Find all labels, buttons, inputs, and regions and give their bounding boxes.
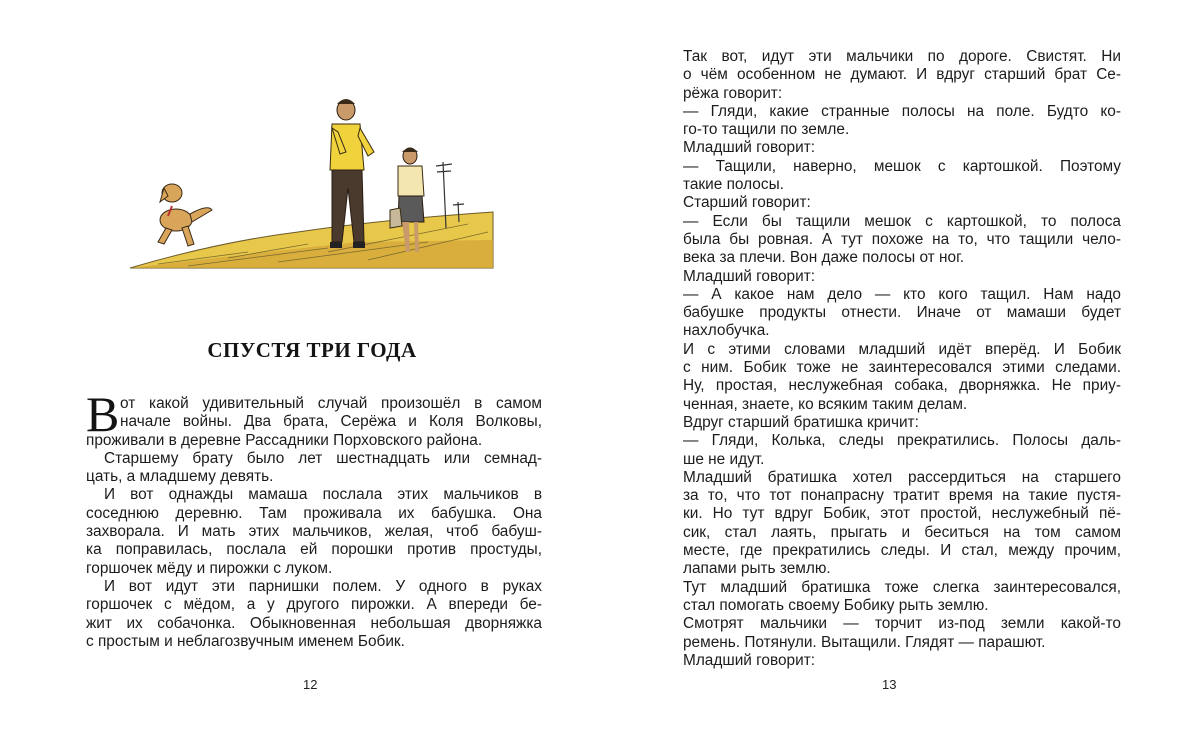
text-line: захворала. И мать этих мальчиков, желая, чтоб бабуш- bbox=[86, 523, 542, 541]
text-line: от какой удивительный случай произошёл в самом bbox=[120, 395, 542, 412]
text-line: с ним. Бобик тоже не заинтересовался этими следами. bbox=[683, 359, 1121, 377]
text-line: проживали в деревне Рассадники Порховского района. bbox=[86, 431, 483, 449]
text-line: — Гляди, Колька, следы прекратились. Полосы даль- bbox=[683, 432, 1121, 450]
text-line: И вот однажды мамаша послала этих мальчиков в bbox=[104, 486, 542, 504]
text-line: — А какое нам дело — кто кого тащил. Нам надо bbox=[683, 285, 1121, 303]
text-line: ки. Но тут вдруг Бобик, этот простой, неслужебный пё- bbox=[683, 505, 1121, 523]
text-line: стал помогать своему Бобику рыть землю. bbox=[683, 596, 989, 614]
text-line: Младший говорит: bbox=[683, 267, 816, 285]
text-line: века за плечи. Вон даже полосы от ног. bbox=[683, 249, 965, 267]
text-line: Младший говорит: bbox=[683, 139, 816, 157]
text-line: — Гляди, какие странные полосы на поле. Будто ко- bbox=[683, 102, 1121, 120]
right-page-text bbox=[683, 48, 1121, 670]
text-line: Старшему брату было лет шестнадцать или семнад- bbox=[104, 449, 542, 467]
text-line: горшочек с мёдом, а у другого пирожки. А впереди бе- bbox=[86, 596, 542, 614]
text-line: за то, что тот понапрасну тратит время на такие пустя- bbox=[683, 487, 1121, 505]
text-line: И с этими словами младший идёт вперёд. И Бобик bbox=[683, 340, 1121, 358]
page-number: 12 bbox=[303, 677, 318, 692]
text-line: Старший говорит: bbox=[683, 194, 811, 212]
text-line: начале войны. Два брата, Серёжа и Коля Волковы, bbox=[120, 413, 542, 431]
text-line: жит их собачонка. Обыкновенная небольшая дворняжка bbox=[86, 614, 542, 632]
text-line: с простым и неблагозвучным именем Бобик. bbox=[86, 632, 405, 650]
text-line: лапами рыть землю. bbox=[683, 560, 831, 578]
left-page-text bbox=[86, 386, 542, 651]
text-line: го-то тащили по земле. bbox=[683, 121, 850, 139]
dog bbox=[158, 184, 212, 246]
text-line: Так вот, идут эти мальчики по дороге. Свистят. Ни bbox=[683, 48, 1121, 65]
chapter-title: СПУСТЯ ТРИ ГОДА bbox=[207, 338, 417, 362]
text-line: Тут младший братишка тоже слегка заинтересовался, bbox=[683, 578, 1121, 596]
text-line: ченная, знаете, ко всяким таким делам. bbox=[683, 395, 968, 413]
text-line: горшочек мёду и пирожки с луком. bbox=[86, 559, 333, 577]
text-line: сик, стал лаять, прыгать и беситься на том самом bbox=[683, 523, 1121, 541]
text-line: о чём особенном не думают. И вдруг старший брат Се- bbox=[683, 66, 1121, 84]
text-line: бабушке продукты отнести. Иначе от мамаши будет bbox=[683, 304, 1121, 322]
illustration-boys-and-dog bbox=[128, 92, 498, 274]
text-line: Смотрят мальчики — торчит из-под земли какой-то bbox=[683, 615, 1121, 633]
drop-cap: В bbox=[86, 386, 120, 442]
page-number: 13 bbox=[882, 677, 897, 692]
text-line: ка поправилась, послала ей порошки против простуды, bbox=[86, 541, 542, 559]
text-line: Вдруг старший братишка кричит: bbox=[683, 413, 919, 431]
text-line: Ну, простая, неслужебная собака, дворняжка. Не приу- bbox=[683, 377, 1121, 395]
text-line: соседнюю деревню. Там проживала их бабушка. Она bbox=[86, 504, 542, 522]
text-line: такие полосы. bbox=[683, 176, 784, 194]
text-line: Младший говорит: bbox=[683, 651, 816, 669]
text-line: — Тащили, наверно, мешок с картошкой. Поэтому bbox=[683, 157, 1121, 175]
text-line: нахлобучка. bbox=[683, 322, 770, 340]
text-line: ремень. Потянули. Вытащили. Глядят — парашют. bbox=[683, 633, 1046, 651]
text-line: рёжа говорит: bbox=[683, 84, 783, 102]
text-line: — Если бы тащили мешок с картошкой, то полоса bbox=[683, 212, 1121, 230]
text-line: месте, где прекратились следы. И стал, между прочим, bbox=[683, 542, 1121, 560]
text-line: ше не идут. bbox=[683, 450, 765, 468]
text-line: была бы ровная. А тут похоже на то, что тащили чело- bbox=[683, 230, 1121, 248]
text-line: Младший братишка хотел рассердиться на старшего bbox=[683, 468, 1121, 486]
text-line: цать, а младшему девять. bbox=[86, 468, 274, 486]
text-line: И вот идут эти парнишки полем. У одного в руках bbox=[104, 577, 542, 595]
